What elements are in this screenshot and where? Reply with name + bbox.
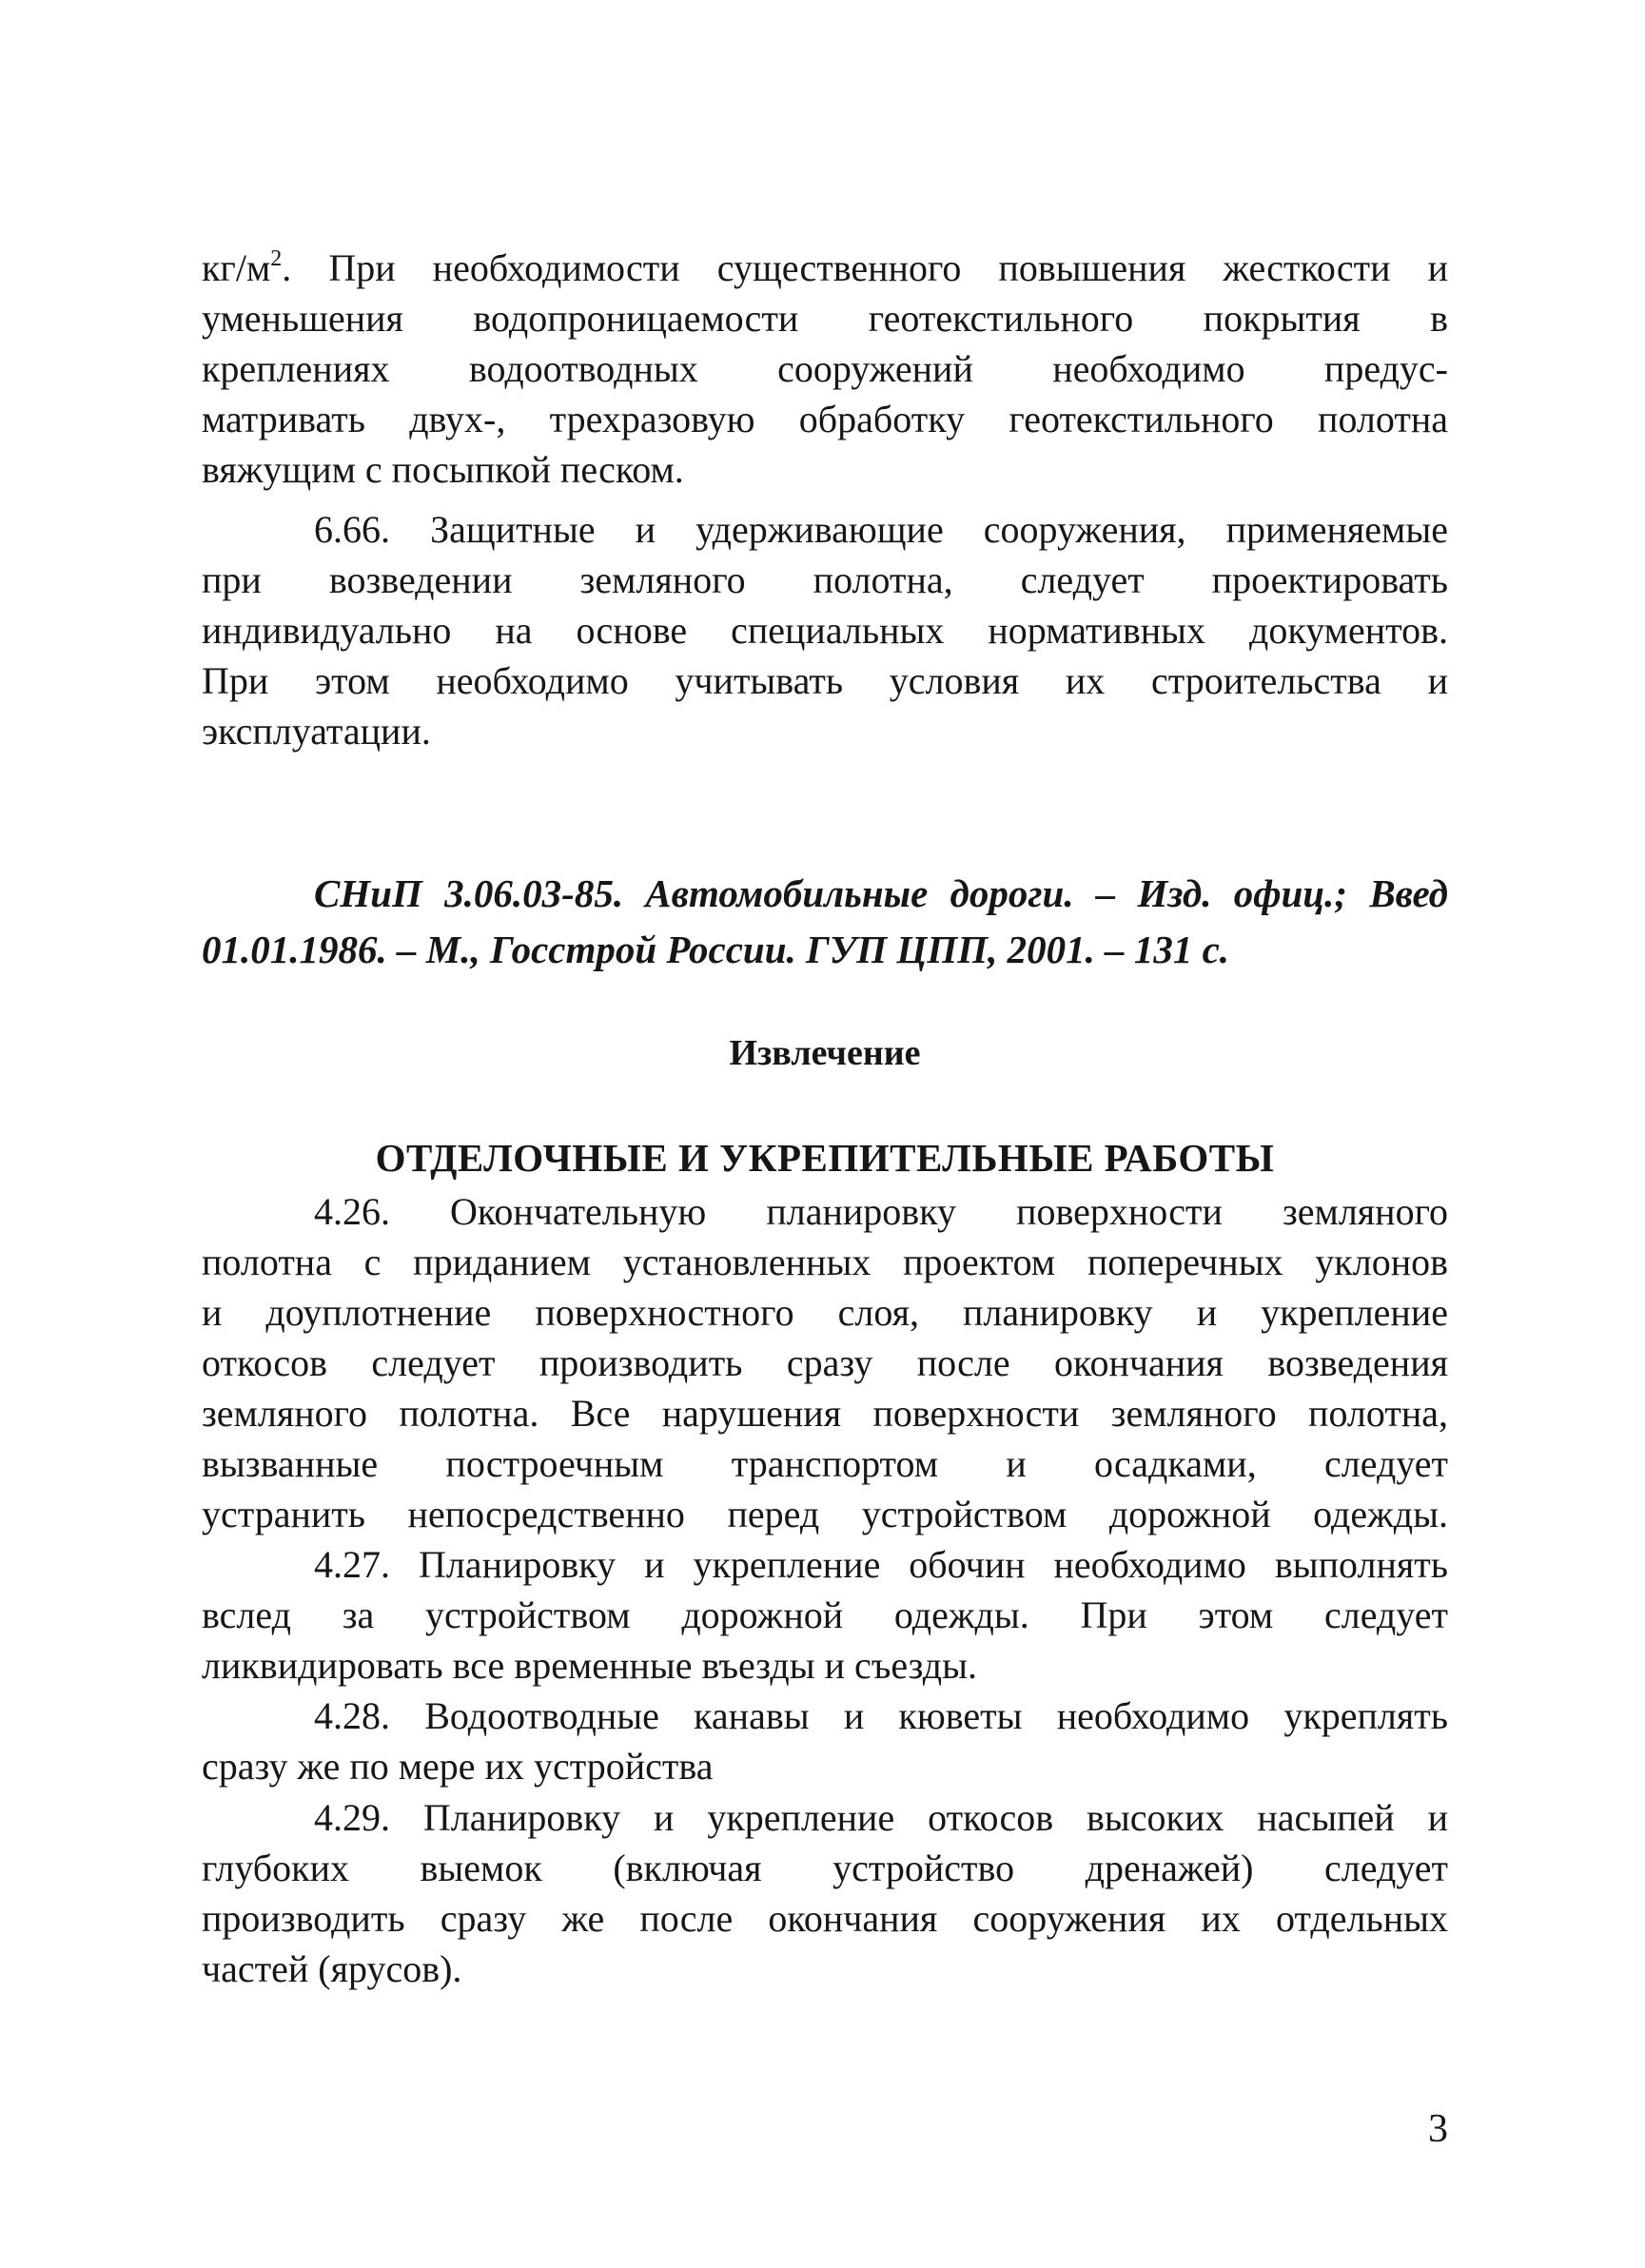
paragraph-4-29 [202,1792,1448,1994]
text-line: устранить непосредственно перед устройством дорожной одежды. [202,1493,1448,1535]
text-line: 4.27. Планировку и укрепление обочин необходимо выполнять [314,1543,1448,1586]
text-line: матривать двух-, трехразовую обработку геотекстильного полотна [202,398,1448,440]
text-line: вслед за устройством дорожной одежды. При этом следует [202,1593,1448,1636]
text-line: полотна с приданием установленных проектом поперечных уклонов [202,1241,1448,1283]
text-line: глубоких выемок (включая устройство дренажей) следует [202,1847,1448,1889]
unit-superscript: 2 [270,246,283,271]
text-line: эксплуатации. [202,710,431,753]
text-line: производить сразу же после окончания сооружения их отдельных [202,1897,1448,1940]
text-line: уменьшения водопроницаемости геотекстильного покрытия в [202,297,1448,340]
text-line: земляного полотна. Все нарушения поверхности земляного полотна, [202,1392,1448,1435]
page-number: 3 [1428,2107,1448,2151]
text-line: вяжущим с посыпкой песком. [202,448,684,491]
paragraph-6-66 [202,504,1448,756]
text-line-rest: . При необходимости существенного повышения жесткости и [282,246,1448,289]
text-line: 4.28. Водоотводные канавы и кюветы необходимо укреплять [314,1694,1448,1737]
text-line: индивидуально на основе специальных нормативных документов. [202,609,1448,652]
extract-heading: Извлечение [729,1033,921,1073]
paragraph-4-27 [202,1539,1448,1691]
text-line [202,243,1448,293]
paragraph-4-28 [202,1691,1448,1791]
text-line: ликвидировать все временные въезды и съезды. [202,1644,977,1687]
text-line: 4.26. Окончательную планировку поверхности земляного [314,1190,1448,1233]
text-line: при возведении земляного полотна, следует проектировать [202,558,1448,601]
section-heading: ОТДЕЛОЧНЫЕ И УКРЕПИТЕЛЬНЫЕ РАБОТЫ [375,1136,1275,1180]
text-line: частей (ярусов). [202,1947,462,1990]
text-line: откосов следует производить сразу после окончания возведения [202,1341,1448,1384]
paragraph-geotextile [202,243,1448,495]
unit-text: кг/м [202,246,271,289]
text-line: и доуплотнение поверхностного слоя, планировку и укрепление [202,1291,1448,1334]
reference-line: СНиП 3.06.03-85. Автомобильные дороги. – Изд. офиц.; Введ [314,871,1448,915]
paragraph-4-26 [202,1186,1448,1539]
text-line: 4.29. Планировку и укрепление откосов высоких насыпей и [314,1796,1448,1839]
text-line: При этом необходимо учитывать условия их строительства и [202,659,1448,702]
reference-line: 01.01.1986. – М., Госстрой России. ГУП ЦПП, 2001. – 131 с. [202,928,1230,971]
bibliographic-reference [202,866,1448,978]
text-line: креплениях водоотводных сооружений необходимо предус- [202,347,1448,390]
text-line: сразу же по мере их устройства [202,1745,714,1788]
text-line: вызванные построечным транспортом и осадками, следует [202,1442,1448,1485]
text-line: 6.66. Защитные и удерживающие сооружения, применяемые [314,508,1448,551]
